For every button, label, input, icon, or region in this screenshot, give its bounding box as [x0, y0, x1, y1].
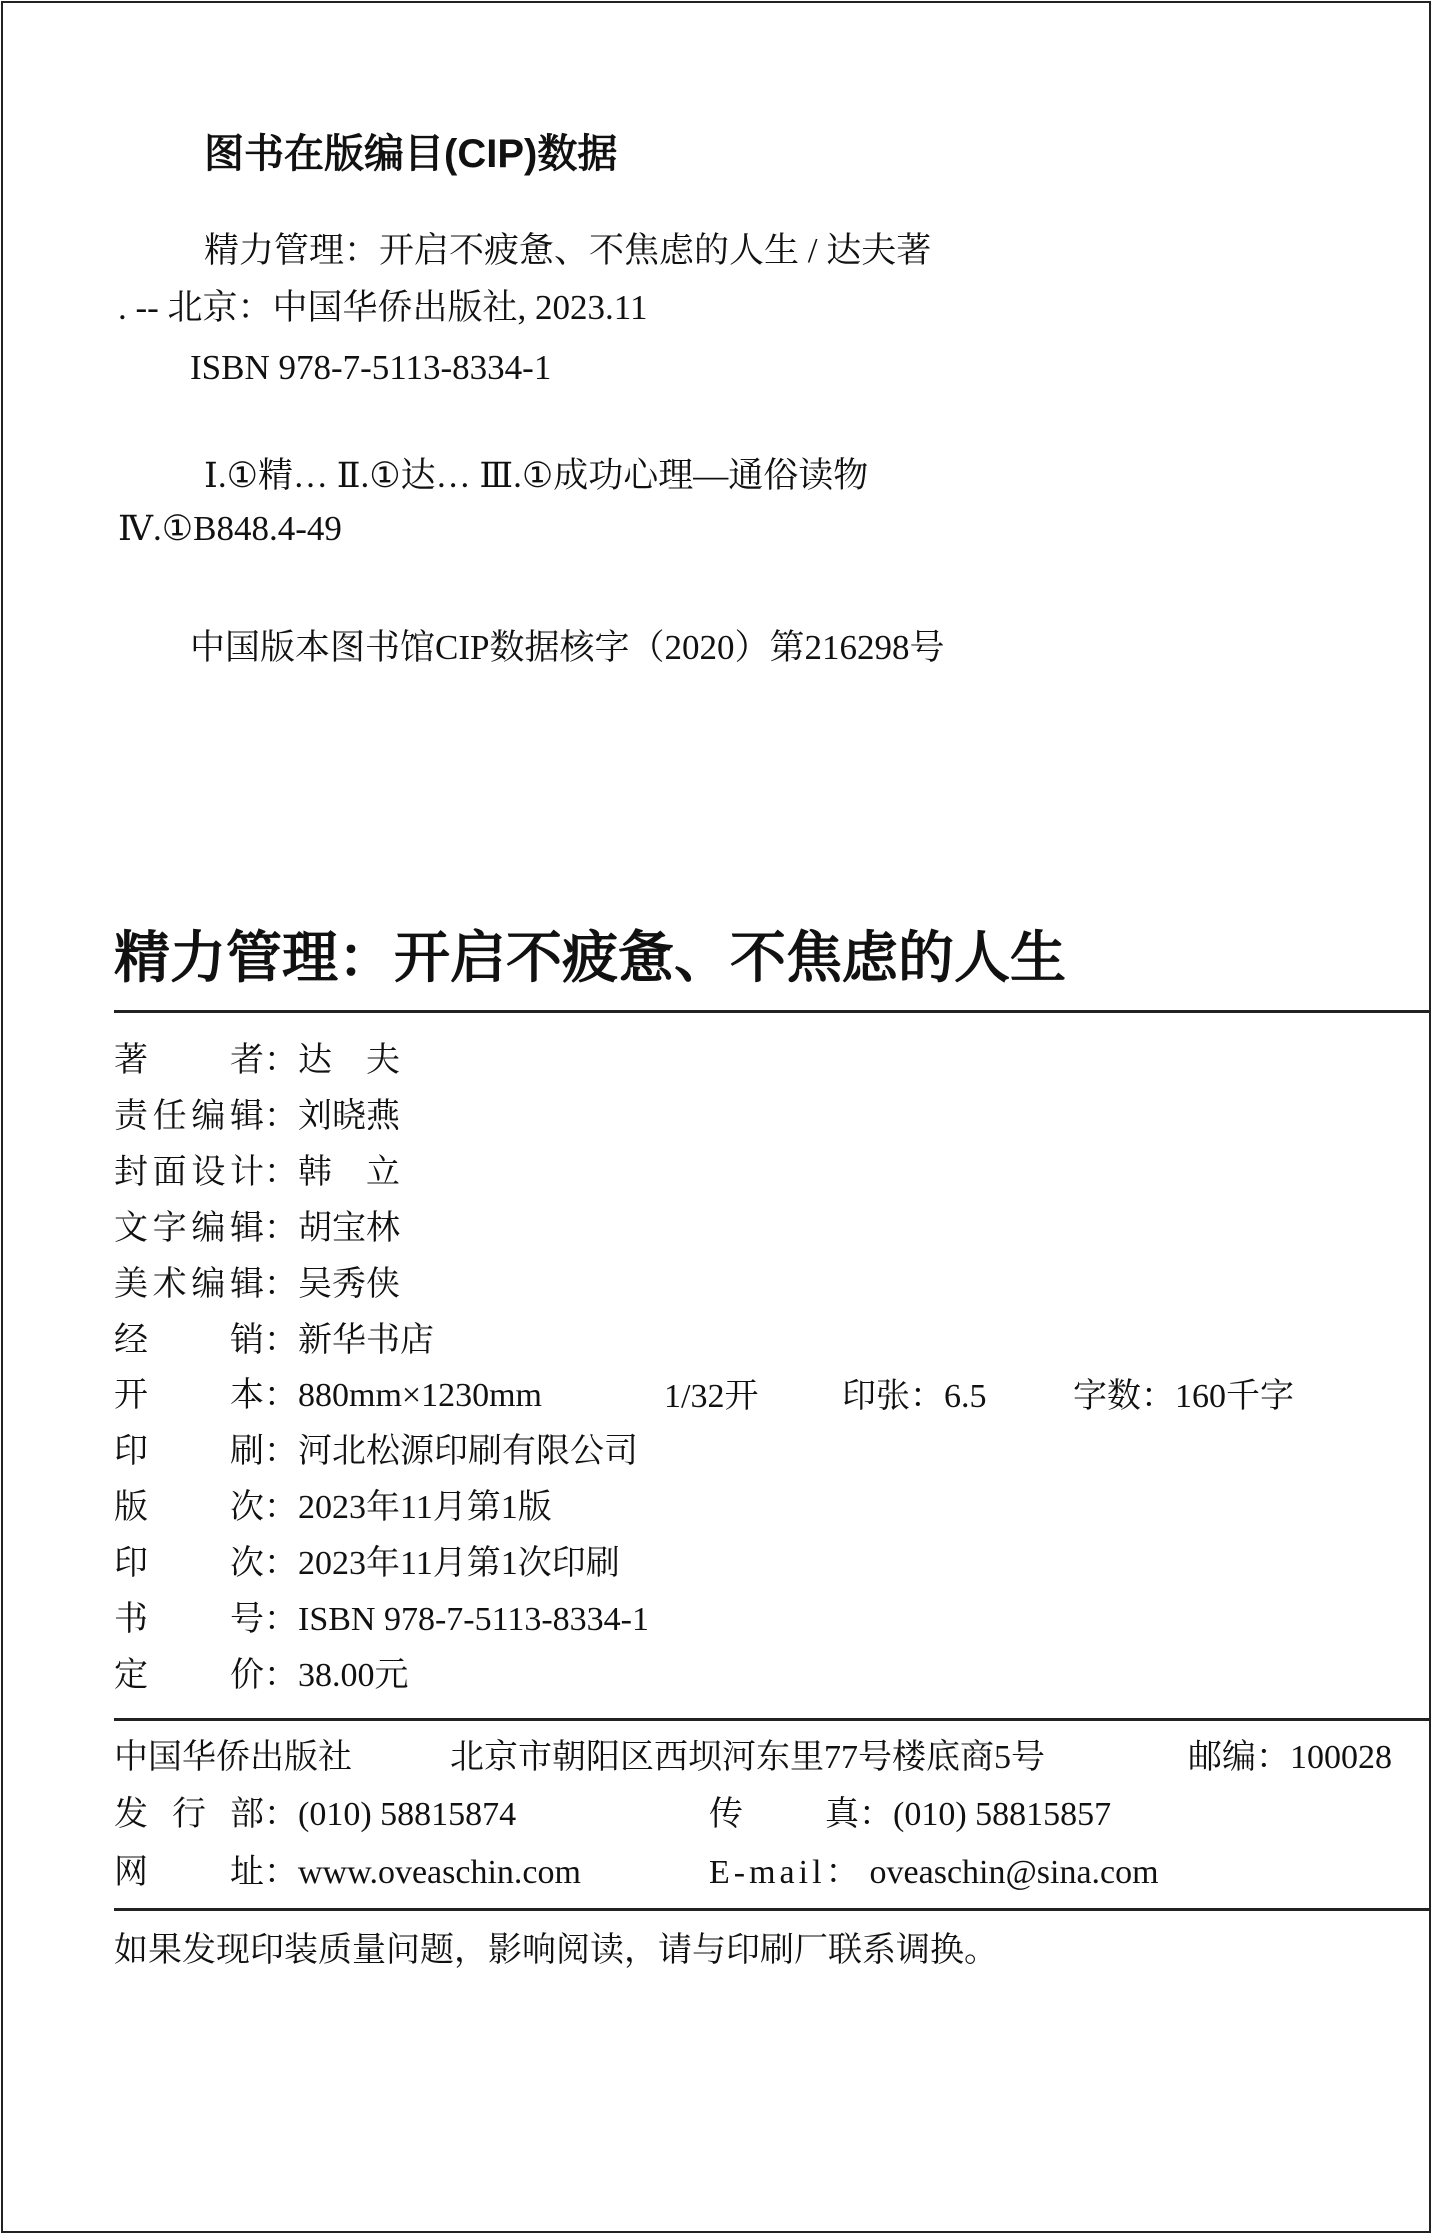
- label-char: 发: [114, 1796, 148, 1833]
- fax-row: [709, 1798, 1111, 1832]
- colon: ：: [264, 1321, 298, 1359]
- label-char: 本: [230, 1377, 264, 1415]
- label-char: 销: [230, 1321, 264, 1359]
- publisher-postcode: 邮编：100028: [1188, 1739, 1392, 1776]
- field-label: [114, 1097, 264, 1135]
- email-label: E-mail：: [709, 1854, 864, 1891]
- label-char: 真: [825, 1796, 859, 1833]
- website-link[interactable]: www.oveaschin.com: [298, 1854, 581, 1891]
- label-char: 价: [230, 1656, 264, 1694]
- colophon-row: [114, 1491, 552, 1525]
- label-char: 字: [152, 1209, 187, 1247]
- label-char: 术: [152, 1265, 187, 1303]
- field-label: [114, 1656, 264, 1694]
- divider: [114, 1718, 1430, 1721]
- field-label: [114, 1379, 264, 1413]
- colon: ：: [264, 1153, 298, 1191]
- word-count: 字数：160千字: [1073, 1378, 1294, 1415]
- label-char: 网: [114, 1854, 148, 1891]
- colophon-row: [114, 1097, 400, 1135]
- field-value: 880mm×1230mm: [298, 1377, 542, 1415]
- field-value: 达 夫: [298, 1042, 400, 1079]
- label-char: 行: [172, 1796, 206, 1833]
- label-char: 编: [191, 1209, 226, 1247]
- field-value: 河北松源印刷有限公司: [298, 1433, 638, 1471]
- label-char: 次: [230, 1545, 264, 1583]
- distribution-label: [114, 1798, 264, 1832]
- label-char: 计: [229, 1153, 264, 1191]
- distribution-phone: (010) 58815874: [298, 1796, 517, 1833]
- fax-number: (010) 58815857: [893, 1796, 1112, 1833]
- label-char: 任: [152, 1097, 187, 1135]
- colon: ：: [264, 1265, 298, 1303]
- field-value: ISBN 978-7-5113-8334-1: [298, 1601, 649, 1638]
- label-char: 著: [114, 1042, 148, 1079]
- field-label: [114, 1153, 264, 1191]
- colon: ：: [264, 1209, 298, 1247]
- label-char: 辑: [229, 1265, 264, 1303]
- cip-approval-number: 中国版本图书馆CIP数据核字（2020）第216298号: [190, 628, 945, 667]
- field-label: [114, 1209, 264, 1247]
- label-char: 号: [230, 1601, 264, 1638]
- colophon-row: [114, 1379, 542, 1413]
- colon: ：: [264, 1656, 298, 1694]
- label-char: 辑: [229, 1097, 264, 1135]
- label-char: 封: [114, 1153, 148, 1191]
- colophon-row: [114, 1435, 638, 1469]
- website-label: [114, 1856, 264, 1890]
- publisher-name: 中国华侨出版社: [114, 1739, 352, 1776]
- colon: ：: [264, 1377, 298, 1415]
- colon: ：: [264, 1489, 298, 1527]
- label-char: 设: [191, 1153, 226, 1191]
- label-char: 者: [230, 1042, 264, 1079]
- label-char: 次: [230, 1489, 264, 1527]
- colon: ：: [264, 1433, 298, 1471]
- field-label: [114, 1435, 264, 1469]
- colon: ：: [264, 1854, 298, 1891]
- field-value: 韩 立: [298, 1153, 400, 1191]
- label-char: 书: [114, 1601, 148, 1638]
- field-value: 吴秀侠: [298, 1265, 400, 1303]
- colophon-row: [114, 1044, 400, 1078]
- label-char: 刷: [230, 1433, 264, 1471]
- colophon-row: [114, 1547, 620, 1581]
- colon: ：: [264, 1796, 298, 1833]
- label-char: 定: [114, 1656, 148, 1694]
- field-value: 新华书店: [298, 1321, 434, 1359]
- field-value: 2023年11月第1次印刷: [298, 1545, 620, 1583]
- colon: ：: [264, 1042, 298, 1079]
- label-char: 面: [152, 1153, 187, 1191]
- colon: ：: [859, 1796, 893, 1833]
- field-label: [114, 1265, 264, 1303]
- divider: [114, 1908, 1430, 1911]
- cip-classification-number: Ⅳ.①B848.4-49: [118, 509, 342, 548]
- label-char: 责: [114, 1097, 148, 1135]
- label-char: 经: [114, 1321, 148, 1359]
- field-value: 38.00元: [298, 1656, 409, 1694]
- cip-isbn: ISBN 978-7-5113-8334-1: [190, 348, 552, 387]
- colon: ：: [264, 1601, 298, 1638]
- field-value: 刘晓燕: [298, 1097, 400, 1135]
- label-char: 编: [191, 1097, 226, 1135]
- colophon-row: [114, 1656, 409, 1694]
- label-char: 文: [114, 1209, 148, 1247]
- label-char: 版: [114, 1489, 148, 1527]
- divider: [114, 1010, 1430, 1013]
- email-link[interactable]: oveaschin@sina.com: [869, 1854, 1159, 1891]
- colophon-row: [114, 1209, 400, 1247]
- field-value: 2023年11月第1版: [298, 1489, 552, 1527]
- label-char: 印: [114, 1545, 148, 1583]
- label-char: 传: [709, 1796, 743, 1833]
- label-char: 部: [230, 1796, 264, 1833]
- website-row: [114, 1856, 581, 1890]
- field-label: [114, 1321, 264, 1359]
- book-title: 精力管理：开启不疲惫、不焦虑的人生: [114, 926, 1066, 989]
- label-char: 开: [114, 1377, 148, 1415]
- field-label: [114, 1603, 264, 1637]
- field-label: [114, 1491, 264, 1525]
- cip-classification: Ⅰ.①精… Ⅱ.①达… Ⅲ.①成功心理—通俗读物: [204, 456, 869, 495]
- cip-title-line: 精力管理：开启不疲惫、不焦虑的人生 / 达夫著: [204, 231, 932, 270]
- field-label: [114, 1044, 264, 1078]
- label-char: 美: [114, 1265, 148, 1303]
- colophon-row: [114, 1603, 649, 1637]
- field-value: 胡宝林: [298, 1209, 400, 1247]
- publisher-address: 北京市朝阳区西坝河东里77号楼底商5号: [450, 1739, 1045, 1776]
- colon: ：: [264, 1545, 298, 1583]
- colophon-row: [114, 1153, 400, 1191]
- label-char: 印: [114, 1433, 148, 1471]
- quality-notice: 如果发现印装质量问题，影响阅读，请与印刷厂联系调换。: [114, 1932, 998, 1969]
- printed-sheets: 印张：6.5: [842, 1378, 987, 1415]
- colophon-row: [114, 1321, 434, 1359]
- distribution-row: [114, 1798, 516, 1832]
- fax-label: [709, 1798, 859, 1832]
- cip-heading: 图书在版编目(CIP)数据: [204, 132, 618, 176]
- label-char: 编: [191, 1265, 226, 1303]
- colophon-row: [114, 1265, 400, 1303]
- label-char: 辑: [229, 1209, 264, 1247]
- format-size: 1/32开: [664, 1378, 759, 1415]
- colon: ：: [264, 1097, 298, 1135]
- label-char: 址: [230, 1854, 264, 1891]
- cip-publisher-line: . -- 北京：中国华侨出版社, 2023.11: [118, 288, 648, 327]
- field-label: [114, 1547, 264, 1581]
- email-row: [709, 1856, 1159, 1890]
